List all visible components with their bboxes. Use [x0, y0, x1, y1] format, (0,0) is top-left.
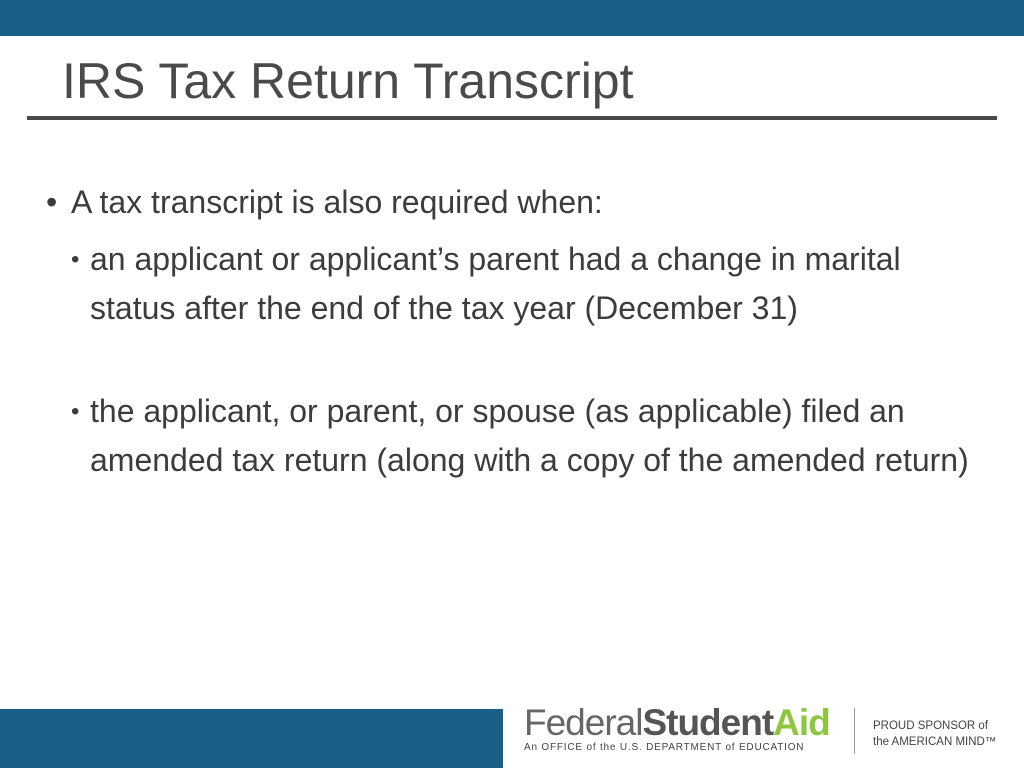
- sub-bullet-dot: •: [71, 246, 80, 273]
- logo-word-aid: Aid: [773, 702, 830, 743]
- bullet-dot: •: [46, 184, 58, 220]
- sub-bullet-item: [71, 235, 990, 333]
- bullet-text: A tax transcript is also required when:: [71, 184, 603, 220]
- bullet-item: [46, 178, 991, 227]
- sub-bullet-text: the applicant, or parent, or spouse (as applicable) filed an amended tax return (along with a copy of the amended return): [90, 393, 969, 478]
- sponsor-line-2: the AMERICAN MIND™: [873, 736, 997, 748]
- sub-bullet-text: an applicant or applicant’s parent had a change in marital status after the end of the tax year (December 31): [90, 241, 901, 326]
- logo-word-federal: Federal: [524, 702, 643, 743]
- federal-student-aid-logo: [524, 703, 830, 754]
- sponsor-line-1: PROUD SPONSOR of: [873, 720, 989, 732]
- top-banner-bar: [0, 0, 1024, 36]
- logo-wordmark: [524, 703, 830, 743]
- slide-title: IRS Tax Return Transcript: [62, 53, 634, 109]
- logo-divider: [854, 708, 855, 754]
- logo-tagline: An OFFICE of the U.S. DEPARTMENT of EDUCATION: [524, 742, 805, 753]
- footer-bar: [0, 709, 503, 768]
- sub-bullet-item: [71, 387, 990, 485]
- title-underline: [27, 116, 997, 120]
- sub-bullet-dot: •: [71, 398, 80, 425]
- sponsor-text: [873, 718, 996, 750]
- logo-word-student: Student: [642, 702, 774, 743]
